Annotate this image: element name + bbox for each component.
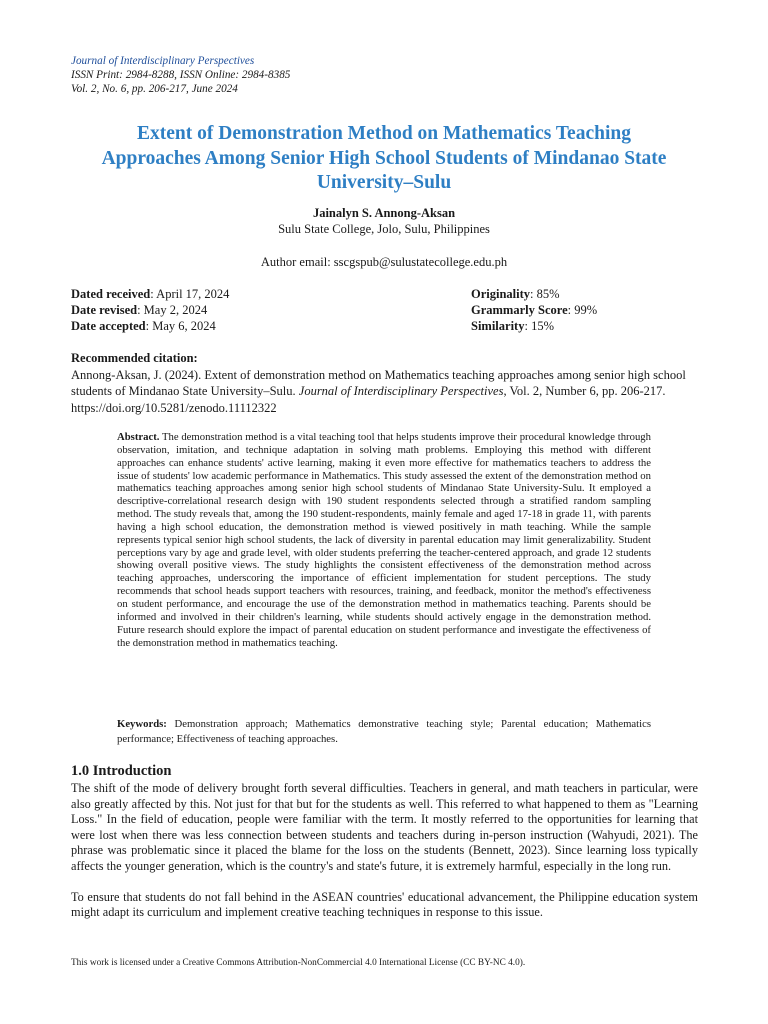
citation-text-before: Annong-Aksan, J. (2024). Extent of demonstration method on Mathematics teaching approaches among senior high school students of Mindanao State University–Sulu. bbox=[71, 367, 686, 398]
citation-text bbox=[71, 367, 699, 417]
date-revised-value: : May 2, 2024 bbox=[137, 303, 208, 317]
abstract bbox=[117, 431, 651, 649]
citation-label: Recommended citation: bbox=[71, 351, 198, 365]
originality-score bbox=[471, 286, 597, 302]
date-block bbox=[71, 286, 229, 334]
author-name: Jainalyn S. Annong-Aksan bbox=[312, 206, 456, 220]
introduction-body bbox=[71, 781, 698, 921]
date-received-label: Dated received bbox=[71, 287, 151, 301]
introduction-paragraph: To ensure that students do not fall behind in the ASEAN countries' educational advancement, the Philippine education system might adapt its curriculum and implement creative teaching techniques in response to this issue. bbox=[71, 889, 698, 920]
paper-title: Extent of Demonstration Method on Mathematics Teaching Approaches Among Senior High School Students of Mindanao State University–Sulu bbox=[101, 123, 667, 193]
date-revised bbox=[71, 302, 229, 318]
score-block bbox=[471, 286, 597, 334]
license-footer: This work is licensed under a Creative Commons Attribution-NonCommercial 4.0 International License (CC BY-NC 4.0). bbox=[71, 958, 526, 968]
date-accepted bbox=[71, 318, 229, 334]
similarity-label: Similarity bbox=[471, 319, 525, 333]
author-email-line bbox=[0, 255, 768, 270]
author-email-label: Author email: bbox=[260, 255, 331, 269]
journal-name: Journal of Interdisciplinary Perspectives bbox=[71, 55, 255, 67]
citation-journal: Journal of Interdisciplinary Perspectives bbox=[298, 384, 504, 398]
grammarly-label: Grammarly Score bbox=[471, 303, 568, 317]
author-email[interactable]: sscgspub@sulustatecollege.edu.ph bbox=[333, 255, 508, 269]
introduction-heading: 1.0 Introduction bbox=[71, 763, 172, 779]
grammarly-score bbox=[471, 302, 597, 318]
similarity-score bbox=[471, 318, 597, 334]
keywords-label: Keywords: bbox=[117, 718, 167, 730]
date-accepted-value: : May 6, 2024 bbox=[145, 319, 216, 333]
date-received bbox=[71, 286, 229, 302]
grammarly-value: : 99% bbox=[567, 303, 598, 317]
abstract-label: Abstract. bbox=[117, 431, 160, 443]
journal-header bbox=[71, 54, 290, 96]
abstract-text: The demonstration method is a vital teaching tool that helps students improve their procedural knowledge through observation, imitation, and technique adaptation in solving math problems. Employing this method with different approaches can enhance students' active learning, making it even more effective for mathematics teachers to address the issue of students' low academic performance in Mathematics. This study assessed the extent of the demonstration method on mathematics teaching approaches among senior high school students of Mindanao State University-Sulu. It employed a descriptive-correlational research design with 190 student respondents selected through a stratified random sampling method. The study reveals that, among the 190 student-respondents, mainly female and aged 17-18 in grade 11, with parents having a high school education, the demonstration method is viewed positively in math teaching. While the sample represents typical senior high school students, the lack of diversity in parental education may limit generalizability. Student perceptions vary by age and grade level, with older students preferring the teacher-centered approach, and grade 12 students showing overall positive views. The study highlights the consistent effectiveness of the demonstration method across teaching approaches, underscoring the importance of efficient implementation for student perceptions. The study recommends that school heads support teachers with resources, training, and feedback, monitor the method's effectiveness on student performance, and encourage the use of the demonstration method in mathematics teaching. Parents should be informed and involved in their children's learning, while students should actively engage in the demonstration method. Future research should explore the impact of parental education on student performance and investigate the effectiveness of the demonstration method in mathematics teaching. bbox=[117, 431, 651, 649]
keywords bbox=[117, 717, 651, 747]
volume-line: Vol. 2, No. 6, pp. 206-217, June 2024 bbox=[71, 83, 238, 95]
issn-line: ISSN Print: 2984-8288, ISSN Online: 2984-8385 bbox=[71, 69, 291, 81]
date-accepted-label: Date accepted bbox=[71, 319, 146, 333]
keywords-text: Demonstration approach; Mathematics demonstrative teaching style; Parental education; Mathematics performance; Effectiveness of teaching approaches. bbox=[117, 718, 651, 745]
date-revised-label: Date revised bbox=[71, 303, 138, 317]
author-affiliation: Sulu State College, Jolo, Sulu, Philippines bbox=[278, 222, 490, 236]
introduction-paragraph: The shift of the mode of delivery brought forth several difficulties. Teachers in general, and math teachers in particular, were also greatly affected by this. Not just for that but for the students as well. This referred to what happened to them as "Learning Loss." In the field of education, people were familiar with the term. It mostly referred to the opportunities for learning that were lost when there was less connection between students and teachers during in-person instruction (Wahyudi, 2021). The phrase was problematic since it placed the blame for the loss on the students (Bennett, 2023). Since learning loss typically affects the younger generation, which is the country's and state's future, it is extremely harmful, especially in the long run. bbox=[71, 781, 698, 873]
originality-value: : 85% bbox=[530, 287, 560, 301]
date-received-value: : April 17, 2024 bbox=[150, 287, 230, 301]
recommended-citation bbox=[71, 350, 699, 416]
originality-label: Originality bbox=[471, 287, 531, 301]
similarity-value: : 15% bbox=[524, 319, 554, 333]
citation-text-after: , Vol. 2, Number 6, pp. 206-217. https://doi.org/10.5281/zenodo.11112322 bbox=[71, 384, 666, 415]
